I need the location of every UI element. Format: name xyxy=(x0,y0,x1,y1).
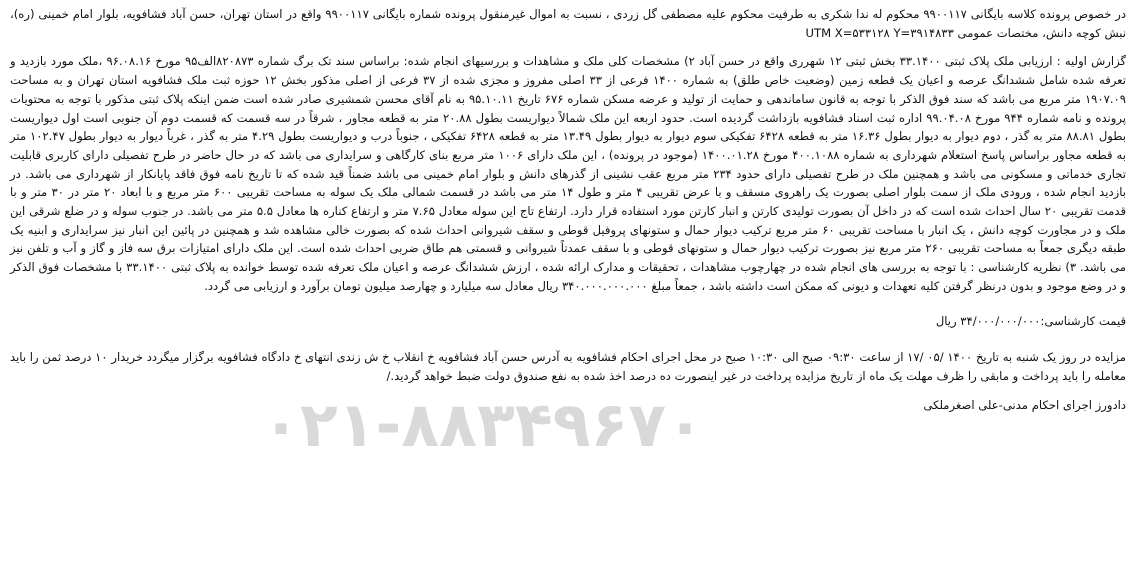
expert-price-line: قیمت کارشناسی:۳۴/۰۰۰/۰۰۰/۰۰۰ ریال xyxy=(935,313,1126,328)
valuation-report-paragraph: گزارش اولیه : ارزیابی ملک پلاک ثبتی ۳۳.۱۴۰۰ بخش ثبتی ۱۲ شهرری واقع در حسن آباد ۲) مشخصات کلی ملک و مشاهدات و بررسیهای انجام شده: براساس سند تک برگ شماره ۸۲۰۸۷۳الف۹۵ مورخ ۹۶.۰۸.۱۶ ،ملک مورد بازدید و تعرفه شده شامل ششدانگ عرصه و اعیان یک قطعه زمین (وضعیت خاص طلق) به شماره ۱۴۰۰ فرعی از ۳۳ اصلی مفروز و مجزی شده از ۳۷ فرعی از اصلی مذکور بخش ۱۲ حوزه ثبت ملک فشافویه استان تهران و به مساحت ۱۹۰۷.۰۹ متر مربع می باشد که سند فوق الذکر با توجه به قانون ساماندهی و حمایت از تولید و عرضه مسکن شماره ۶۷۶ تاریخ ۹۵.۱۰.۱۱ به نام آقای محسن شمشیری صادر شده است ضمن اینکه پلاک ثبتی مذکور با توجه به محتویات پرونده و نامه شماره ۹۴۴ مورخ ۹۹.۰۴.۰۸ اداره ثبت اسناد فشافویه بازداشت گردیده است. حدود اربعه این ملک شمالاً دیواریست بطول ۲۰.۸۸ متر به قطعه مجاور ، شرقاً در سه قسمت که قسمت دوم آن جنوبی است اول دیواریست بطول ۸۸.۸۱ متر به گذر ، دوم دیوار به دیوار بطول ۱۶.۳۶ متر به قطعه ۶۴۲۸ تفکیکی سوم دیوار به دیوار بطول ۱۳.۴۹ متر به قطعه ۶۴۲۸ تفکیکی ، جنوباً درب و دیواریست بطول ۴.۲۹ متر به گذر ، غرباً دیوار به دیوار بطول ۱۰۲.۴۷ متر به قطعه مجاور براساس پاسخ استعلام شهرداری به شماره ۴۰۰.۱۰۸۸ مورخ ۱۴۰۰.۰۱.۲۸ (موجود در پرونده) ، این ملک دارای ۱۰۰۶ متر مربع بنای کارگاهی و سرایداری می باشد که در حال حاضر در طرح تفصیلی دارای کاربری قابلیت تجاری خدماتی و مسکونی می باشد و همچنین ملک در طرح تفصیلی دارای حدود ۲۳۴ متر مربع عقب نشینی از گذرهای دانش و بلوار امام خمینی می باشد ضمناً قید شده که تا تاریخ نامه فوق فاقد پایانکار از شهرداری می باشد. در بازدید انجام شده ، ورودی ملک از سمت بلوار اصلی بصورت یک راهروی مسقف و با عرض تقریبی ۴ متر و طول ۱۴ متر می باشد در قسمت شمالی ملک یک سوله به مساحت تقریبی ۶۰۰ متر مربع و با ابعاد ۲۰ متر در ۳۰ متر و با قدمت تقریبی ۲۰ سال احداث شده است که در داخل آن بصورت تولیدی کارتن و انبار کارتن مورد استفاده قرار دارد. ارتفاع تاج این سوله معادل ۷.۶۵ متر و ارتفاع کناره ها معادل ۵.۵ متر می باشد. در جنوب سوله و در ضلع شرقی این ملک و در مجاورت کوچه دانش ، یک انبار با مساحت تقریبی ۶۰ متر مربع ترکیب دیوار حمال و ستونهای پروفیل قوطی و سقف شیروانی احداث شده که بصورت خالی مشاهده شد و همچنین در پائین این انبار نیز سرایداری و ابنیه یک طبقه دیگری جمعاً به مساحت تقریبی ۲۶۰ متر مربع نیز بصورت ترکیب دیوار حمال و ستونهای قوطی و با سقف عمدتاً شیروانی و قسمتی هم طاق ضربی احداث شده است. این ملک دارای امتیازات برق سه فاز و گاز و آب و تلفن نیز می باشد. ۳) نظریه کارشناسی : با توجه به بررسی های انجام شده در چهارچوب مشاهدات ، تحقیقات و مدارک ارائه شده ، ارزش ششدانگ عرصه و اعیان ملک تعرفه شده توسط خوانده به پلاک ثبتی ۳۳.۱۴۰۰ با مشخصات فوق الذکر و در وضع موجود و بدون درنظر گرفتن کلیه تعهدات و دیونی که ممکن است داشته باشد ، جمعاً مبلغ ۳۴۰.۰۰۰.۰۰۰.۰۰۰ ریال معادل سه میلیارد و چهارصد میلیون تومان برآورد و ارزیابی می گردد. xyxy=(10,54,1127,293)
phone-watermark: ۰۲۱-۸۸۳۴۹۶۷۰ xyxy=(262,388,704,461)
auction-details-paragraph: مزایده در روز یک شنبه به تاریخ ۱۴۰۰ /۰۵ /۱۷ از ساعت ۰۹:۳۰ صبح الی ۱۰:۳۰ صبح در محل اجرای احکام فشافویه به آدرس حسن آباد فشافویه خ انقلاب خ ش زندی انتهای خ دادگاه فشافویه برگزار میگردد خریدار ۱۰ درصد ثمن را باید معامله را باید پرداخت و مابقی را ظرف مهلت یک ماه از تاریخ مزایده پرداخت در غیر اینصورت ده درصد اخذ شده به نفع صندوق دولت ضبط خواهد گردید./ xyxy=(10,350,1126,383)
notice-intro-paragraph: در خصوص پرونده کلاسه بایگانی ۹۹۰۰۱۱۷ محکوم له ندا شکری به طرفیت محکوم علیه مصطفی گل زردی ، نسبت به اموال غیرمنقول پرونده شماره بایگانی ۹۹۰۰۱۱۷ واقع در استان تهران، حسن آباد فشافویه، بلوار امام خمینی (ره)، نبش کوچه دانش، مختصات عمومی UTM X=۵۳۳۱۲۸ Y=۳۹۱۴۸۳۳ xyxy=(10,7,1127,40)
signature-line: دادورز اجرای احکام مدنی-علی اصغرملکی xyxy=(923,397,1126,412)
